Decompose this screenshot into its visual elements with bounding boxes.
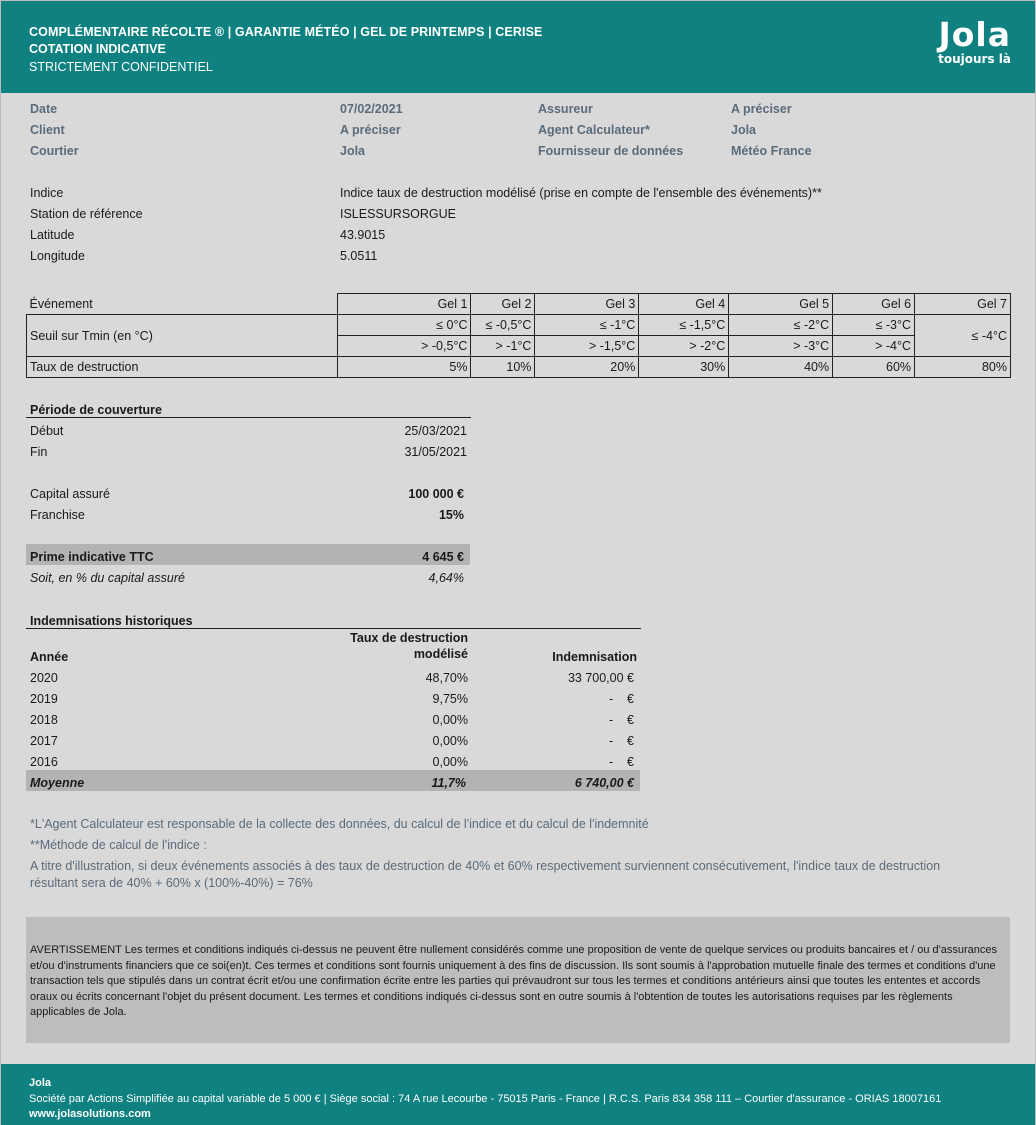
history-taux: 0,00% — [432, 755, 468, 769]
history-year: 2016 — [30, 755, 58, 769]
threshold-gt-cell: > -4°C — [833, 336, 915, 357]
fin-label: Fin — [30, 445, 48, 459]
destruction-cell: 80% — [915, 357, 1011, 378]
disclaimer-text: AVERTISSEMENT Les termes et conditions indiqués ci-dessus ne peuvent être nullement considérés comme une proposition de vente de quelque services ou produits bancaires et / ou d'assurances et/ou d'instruments financiers que ce soi(en)t. Ces termes et conditions sont fournis uniquement à des fins de discussion. Ils sont soumis à l'approbation mutuelle finale des termes et conditions d'une transaction tels que stipulés dans un contrat écrit et/ou une confirmation écrite entre les parties qui prévaudront sur tous les termes et conditions antérieurs ainsi que toutes les ententes et accords oraux ou écrits concernant l'objet du présent document. Les termes et conditions indiqués ci-dessus sont en outre soumis à l'obtention de toutes les autorisations requises par les règlements applicables de Jola. — [30, 944, 997, 1018]
capital-label: Capital assuré — [30, 487, 110, 501]
event-row — [27, 294, 1011, 315]
history-col-indem: Indemnisation — [552, 650, 637, 664]
event-header-cell: Gel 4 — [639, 294, 729, 315]
threshold-gt-cell: > -1,5°C — [535, 336, 639, 357]
latitude-label: Latitude — [30, 228, 75, 242]
history-indem: - € — [608, 692, 634, 706]
confidentiality-label: STRICTEMENT CONFIDENTIEL — [29, 60, 213, 74]
history-col-year: Année — [30, 650, 69, 664]
threshold-le-cell: ≤ -0,5°C — [471, 315, 535, 336]
threshold-gt-cell: > -0,5°C — [337, 336, 471, 357]
disclaimer-box — [26, 917, 1010, 1043]
event-header-cell: Gel 2 — [471, 294, 535, 315]
courtier-label: Courtier — [30, 144, 79, 158]
threshold-le-cell: ≤ -1,5°C — [639, 315, 729, 336]
client-value: A préciser — [340, 123, 401, 137]
indice-label: Indice — [30, 186, 64, 200]
destruction-cell: 40% — [729, 357, 833, 378]
destruction-label: Taux de destruction — [27, 357, 338, 378]
average-indem: 6 740,00 € — [574, 776, 634, 790]
footer-website: www.jolasolutions.com — [29, 1108, 151, 1120]
threshold-le-cell: ≤ 0°C — [337, 315, 471, 336]
history-col-taux-1: Taux de destruction — [350, 631, 468, 645]
history-indem: - € — [608, 755, 634, 769]
threshold-row-upper — [27, 315, 1011, 336]
history-taux: 0,00% — [432, 734, 468, 748]
debut-value: 25/03/2021 — [404, 424, 467, 438]
event-header-cell: Gel 3 — [535, 294, 639, 315]
coverage-title: Période de couverture — [30, 403, 162, 417]
threshold-label: Seuil sur Tmin (en °C) — [27, 315, 338, 357]
event-header-cell: Gel 5 — [729, 294, 833, 315]
threshold-gt-cell: > -1°C — [471, 336, 535, 357]
agent-label: Agent Calculateur* — [538, 123, 650, 137]
product-title: COMPLÉMENTAIRE RÉCOLTE ® | GARANTIE MÉTÉO | GEL DE PRINTEMPS | CERISE — [29, 25, 543, 39]
longitude-label: Longitude — [30, 249, 85, 263]
premium-value: 4 645 € — [422, 550, 464, 564]
history-year: 2017 — [30, 734, 58, 748]
destruction-row — [27, 357, 1011, 378]
event-header-cell: Gel 7 — [915, 294, 1011, 315]
station-label: Station de référence — [30, 207, 143, 221]
destruction-cell: 60% — [833, 357, 915, 378]
history-year: 2018 — [30, 713, 58, 727]
note-example-2: résultant sera de 40% + 60% x (100%-40%) = 76% — [30, 876, 313, 890]
event-label: Événement — [27, 294, 338, 315]
history-divider — [26, 628, 641, 629]
threshold-gt-cell: > -3°C — [729, 336, 833, 357]
premium-label: Prime indicative TTC — [30, 550, 154, 564]
destruction-cell: 5% — [337, 357, 471, 378]
threshold-le-cell: ≤ -3°C — [833, 315, 915, 336]
document-header — [1, 1, 1035, 93]
footer-company: Jola — [29, 1077, 52, 1089]
history-indem: - € — [608, 734, 634, 748]
history-taux: 48,70% — [425, 671, 468, 685]
date-value: 07/02/2021 — [340, 102, 403, 116]
threshold-le-cell: ≤ -1°C — [535, 315, 639, 336]
note-agent: *L'Agent Calculateur est responsable de la collecte des données, du calcul de l'indice et du calcul de l'indemnité — [30, 817, 649, 831]
history-col-taux-2: modélisé — [413, 647, 468, 661]
history-taux: 0,00% — [432, 713, 468, 727]
note-method: **Méthode de calcul de l'indice : — [30, 838, 207, 852]
debut-label: Début — [30, 424, 64, 438]
document-footer — [1, 1064, 1035, 1125]
history-taux: 9,75% — [432, 692, 468, 706]
destruction-cell: 10% — [471, 357, 535, 378]
fin-value: 31/05/2021 — [404, 445, 467, 459]
history-indem: - € — [608, 713, 634, 727]
quote-type: COTATION INDICATIVE — [29, 42, 166, 56]
assureur-label: Assureur — [538, 102, 593, 116]
latitude-value: 43.9015 — [340, 228, 386, 242]
station-value: ISLESSURSORGUE — [340, 207, 457, 221]
premium-pct-label: Soit, en % du capital assuré — [30, 571, 185, 585]
jola-logo — [938, 17, 1011, 66]
note-example-1: A titre d'illustration, si deux événements associés à des taux de destruction de 40% et 60% respectivement surviennent consécutivement, l'indice taux de destruction — [30, 859, 941, 873]
events-table — [26, 293, 1011, 378]
client-label: Client — [30, 123, 65, 137]
average-taux: 11,7% — [431, 776, 466, 790]
threshold-le-cell: ≤ -2°C — [729, 315, 833, 336]
history-year: 2020 — [30, 671, 58, 685]
history-year: 2019 — [30, 692, 58, 706]
logo-name: Jola — [938, 15, 1011, 54]
coverage-divider — [26, 417, 471, 418]
premium-pct-value: 4,64% — [428, 571, 464, 585]
capital-value: 100 000 € — [408, 487, 464, 501]
destruction-cell: 20% — [535, 357, 639, 378]
courtier-value: Jola — [340, 144, 366, 158]
agent-value: Jola — [731, 123, 757, 137]
franchise-label: Franchise — [30, 508, 85, 522]
event-header-cell: Gel 1 — [337, 294, 471, 315]
history-title: Indemnisations historiques — [30, 614, 193, 628]
threshold-le-cell: ≤ -4°C — [915, 315, 1011, 357]
indice-value: Indice taux de destruction modélisé (prise en compte de l'ensemble des événements)** — [340, 186, 822, 200]
destruction-cell: 30% — [639, 357, 729, 378]
fournisseur-label: Fournisseur de données — [538, 144, 684, 158]
longitude-value: 5.0511 — [340, 249, 378, 263]
average-label: Moyenne — [30, 776, 85, 790]
logo-tagline: toujours là — [938, 52, 1011, 66]
history-indem: 33 700,00 € — [567, 671, 634, 685]
franchise-value: 15% — [438, 508, 464, 522]
event-header-cell: Gel 6 — [833, 294, 915, 315]
assureur-value: A préciser — [731, 102, 792, 116]
footer-legal: Société par Actions Simplifiée au capital variable de 5 000 € | Siège social : 74 A rue Lecourbe - 75015 Paris - France | R.C.S. Paris 834 358 111 – Courtier d'assurance - ORIAS 18007161 — [29, 1093, 942, 1105]
fournisseur-value: Météo France — [731, 144, 812, 158]
date-label: Date — [30, 102, 58, 116]
threshold-gt-cell: > -2°C — [639, 336, 729, 357]
